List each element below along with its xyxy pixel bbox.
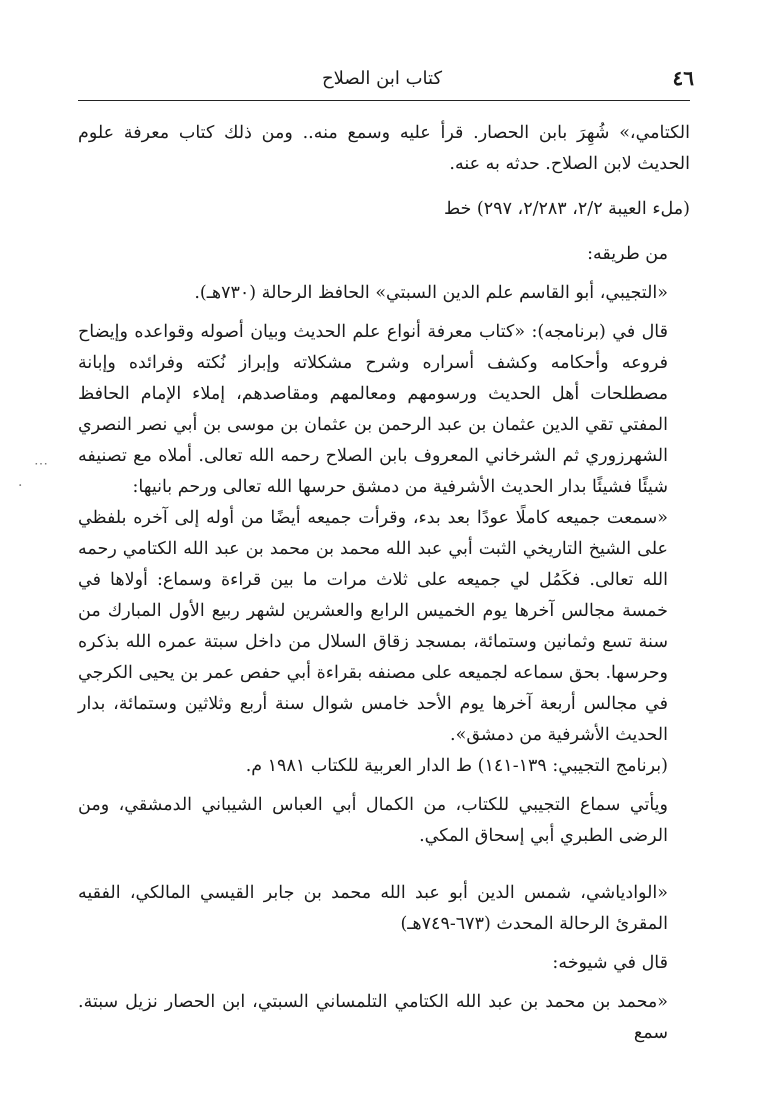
entry-wadiyashi: «الوادياشي، شمس الدين أبو عبد الله محمد بن جابر القيسي المالكي، الفقيه المقرئ الرحالة المحدث (٦٧٣-٧٤٩هـ) <box>78 883 668 934</box>
running-title: كتاب ابن الصلاح <box>321 68 443 89</box>
citation-mil-al-ayba: (ملء العيبة ٢/٢، ٢/٢٨٣، ٢٩٧) خط <box>443 199 690 219</box>
paragraph-from-his-path: من طريقه: <box>587 244 668 264</box>
page-number: ٤٦ <box>672 66 694 90</box>
margin-tick-mark: ⋯ <box>34 456 48 472</box>
paragraph-kattami-entry: «محمد بن محمد بن عبد الله الكتامي التلمساني السبتي، ابن الحصار نزيل سبتة. سمع <box>78 992 668 1043</box>
paragraph-tujibi-hearing: ويأتي سماع التجيبي للكتاب، من الكمال أبي العباس الشيباني الدمشقي، ومن الرضى الطبري أبي إسحاق المكي. <box>78 795 668 846</box>
quote-sama: «سمعت جميعه كاملًا عودًا بعد بدء، وقرأت جميعه أيضًا من أوله إلى آخره بلفظي على الشيخ التاريخي الثبت أبي عبد الله محمد بن محمد بن عبد الله الكتامي رحمه الله تعالى. فكَمُل لي جميعه على ثلاث مرات ما بين قراءة وسماع: أولاها في خمسة مجالس آخرها يوم الخميس الرابع والعشرين لشهر ربيع الأول المبارك من سنة تسع وثمانين وستمائة، بمسجد زقاق السلال من داخل سبتة عمره الله بذكره وحرسها. بحق سماعه لجميعه على مصنفه بقراءة أبي حفص عمر بن يحيى الكرجي في مجالس أربعة آخرها يوم الأحد خامس شوال سنة أربع وثلاثين وستمائة، بدار الحديث الأشرفية من دمشق». <box>78 508 668 745</box>
paragraph-ibn-al-hassar: الكتامي،» شُهِرَ بابن الحصار. قرأ عليه وسمع منه.. ومن ذلك كتاب معرفة علوم الحديث لابن الصلاح. حدثه به عنه. <box>78 123 690 174</box>
citation-barnamaj: (برنامج التجيبي: ١٣٩-١٤١) ط الدار العربية للكتاب ١٩٨١ م. <box>245 756 668 776</box>
page-body <box>78 118 690 1049</box>
quote-barnamaj: قال في (برنامجه): «كتاب معرفة أنواع علم الحديث وبيان أصوله وقواعده وإيضاح فروعه وأحكامه وكشف أسراره وشرح مشكلاته وإبراز نُكته وفرائده وإبانة مصطلحات أهل الحديث ورسومهم ومعالمهم ومقاصدهم، إملاء الإمام الحافظ المفتي تقي الدين عثمان بن عبد الرحمن بن عثمان بن موسى بن أبي نصر النصري الشهرزوري ثم الشرخاني المعروف بابن الصلاح رحمه الله تعالى. أملاه مع تصنيفه شيئًا فشيئًا بدار الحديث الأشرفية من دمشق حرسها الله تعالى ورحم بانيها: <box>78 322 668 497</box>
header-rule <box>78 100 690 101</box>
margin-dot-mark: · <box>18 478 23 494</box>
page-header <box>70 62 694 96</box>
paragraph-his-teachers: قال في شيوخه: <box>552 953 668 973</box>
entry-tujibi: «التجيبي، أبو القاسم علم الدين السبتي» الحافظ الرحالة (٧٣٠هـ). <box>194 283 668 303</box>
